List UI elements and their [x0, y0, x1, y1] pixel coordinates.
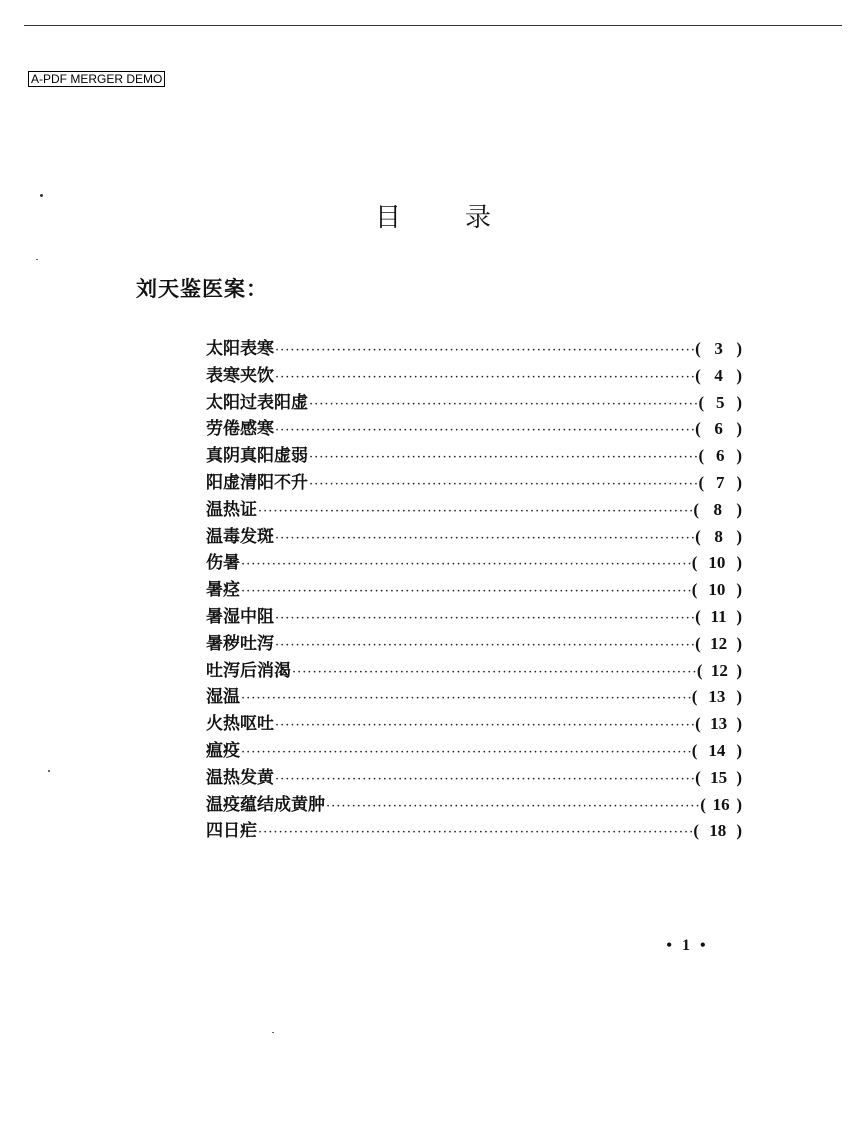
toc-page-number: 13	[708, 687, 726, 707]
toc-entry-title: 暑湿中阻	[206, 606, 274, 627]
toc-paren-close: )	[736, 553, 742, 573]
scan-speck	[36, 259, 38, 260]
toc-dot-leader	[275, 365, 694, 392]
toc-paren-close: )	[736, 687, 742, 707]
toc-entry-title: 湿温	[206, 687, 240, 708]
toc-paren-close: )	[736, 472, 742, 492]
toc-page-number: 10	[708, 580, 726, 600]
toc-row	[206, 631, 742, 658]
toc-dot-leader	[275, 338, 694, 365]
toc-row	[206, 658, 742, 685]
toc-paren-close: )	[736, 339, 742, 358]
toc-dot-leader	[292, 660, 696, 687]
toc-entry-title: 温毒发斑	[206, 526, 274, 547]
page-title-char-2: 录	[465, 203, 492, 233]
toc-row	[206, 711, 742, 738]
toc-page-ref	[695, 524, 742, 551]
toc-row	[206, 792, 742, 819]
toc-paren-close: )	[736, 740, 742, 760]
toc-paren-open: (	[693, 499, 700, 519]
toc-entry-title: 四日疟	[206, 821, 257, 842]
toc-page-ref	[697, 658, 742, 685]
toc-dot-leader	[241, 579, 691, 606]
toc-entry-title: 太阳表寒	[206, 339, 274, 359]
bullet-right: •	[700, 937, 706, 954]
toc-page-ref	[700, 792, 742, 819]
toc-page-number: 18	[709, 821, 727, 841]
toc-page-ref	[699, 443, 742, 470]
watermark-label: A-PDF MERGER DEMO	[28, 71, 165, 87]
toc-paren-open: (	[695, 767, 701, 787]
toc-paren-close: )	[736, 526, 742, 546]
toc-row	[206, 363, 742, 390]
toc-page-number: 4	[714, 365, 723, 385]
top-rule	[24, 25, 842, 26]
toc-paren-close: )	[736, 821, 742, 841]
toc-dot-leader	[326, 794, 699, 821]
toc-row	[206, 336, 742, 363]
toc-entry-title: 阳虚清阳不升	[206, 472, 308, 493]
toc-dot-leader	[309, 445, 698, 472]
toc-paren-open: (	[691, 553, 698, 573]
toc-paren-open: (	[698, 392, 705, 412]
toc-dot-leader	[275, 606, 694, 633]
toc-page-ref	[695, 604, 742, 631]
toc-dot-leader	[309, 472, 698, 499]
toc-paren-close: )	[736, 419, 742, 439]
page-title	[0, 198, 866, 238]
toc-entry-title: 火热呕吐	[206, 714, 274, 735]
toc-paren-open: (	[695, 419, 701, 439]
toc-row	[206, 765, 742, 792]
toc-page-number: 3	[714, 339, 723, 358]
toc-dot-leader	[275, 633, 694, 660]
toc-paren-open: (	[698, 446, 705, 466]
toc-entry-title: 真阴真阳虚弱	[206, 446, 308, 467]
page-title-char-1: 目	[374, 203, 401, 233]
toc-paren-close: )	[736, 606, 742, 626]
toc-entry-title: 温热证	[206, 499, 257, 520]
toc-page-number: 6	[716, 446, 725, 466]
toc-paren-close: )	[736, 633, 742, 653]
toc-page-number: 12	[710, 660, 728, 680]
toc-page-number: 8	[713, 499, 722, 519]
toc-page-number: 6	[714, 419, 723, 439]
toc-page-ref	[692, 684, 742, 711]
toc-page-number: 8	[714, 526, 723, 546]
toc-row	[206, 684, 742, 711]
toc-row	[206, 577, 742, 604]
toc-entry-title: 伤暑	[206, 553, 240, 574]
table-of-contents	[206, 336, 742, 845]
toc-dot-leader	[241, 552, 691, 579]
toc-paren-close: )	[736, 580, 742, 600]
toc-page-ref	[693, 818, 742, 845]
toc-entry-title: 温热发黄	[206, 767, 274, 788]
toc-row	[206, 524, 742, 551]
scan-speck	[272, 1032, 274, 1033]
toc-paren-close: )	[736, 660, 742, 680]
toc-page-ref	[695, 765, 742, 792]
toc-paren-close: )	[736, 392, 742, 412]
toc-row	[206, 390, 742, 417]
toc-page-ref	[699, 470, 742, 497]
toc-paren-open: (	[693, 821, 700, 841]
toc-paren-open: (	[696, 660, 703, 680]
toc-page-number: 11	[710, 606, 727, 626]
toc-page-number: 10	[708, 553, 726, 573]
toc-dot-leader	[309, 392, 698, 419]
toc-paren-open: (	[695, 339, 701, 358]
toc-row	[206, 416, 742, 443]
toc-paren-open: (	[700, 794, 706, 814]
toc-paren-open: (	[691, 740, 698, 760]
toc-dot-leader	[258, 820, 692, 847]
toc-dot-leader	[258, 499, 692, 526]
toc-paren-open: (	[698, 472, 705, 492]
toc-row	[206, 470, 742, 497]
toc-page-ref	[699, 390, 742, 417]
toc-paren-close: )	[736, 446, 742, 466]
toc-page-number: 13	[710, 714, 728, 734]
page-number	[646, 934, 726, 958]
toc-dot-leader	[275, 418, 694, 445]
toc-dot-leader	[275, 767, 694, 794]
toc-entry-title: 暑痉	[206, 580, 240, 601]
toc-page-ref	[695, 336, 742, 363]
toc-page-ref	[692, 577, 742, 604]
toc-page-ref	[695, 631, 742, 658]
toc-page-ref	[695, 711, 742, 738]
toc-page-ref	[695, 363, 742, 390]
toc-page-number: 5	[716, 392, 725, 412]
toc-paren-open: (	[695, 714, 701, 734]
toc-entry-title: 表寒夹饮	[206, 365, 274, 386]
toc-page-number: 15	[710, 767, 728, 787]
section-heading: 刘天鉴医案：	[136, 277, 268, 301]
toc-paren-open: (	[695, 526, 701, 546]
toc-page-ref	[693, 497, 742, 524]
toc-page-number: 16	[712, 794, 730, 814]
toc-paren-close: )	[736, 767, 742, 787]
toc-paren-open: (	[691, 580, 698, 600]
toc-paren-open: (	[695, 606, 701, 626]
toc-row	[206, 550, 742, 577]
scan-speck	[48, 770, 50, 772]
toc-row	[206, 818, 742, 845]
toc-paren-close: )	[736, 714, 742, 734]
toc-entry-title: 吐泻后消渴	[206, 660, 291, 681]
page-number-value: 1	[682, 937, 690, 954]
toc-page-ref	[692, 550, 742, 577]
toc-entry-title: 瘟疫	[206, 740, 240, 761]
toc-page-number: 14	[708, 740, 726, 760]
toc-page-number: 7	[716, 472, 725, 492]
toc-entry-title: 温疫蕴结成黄肿	[206, 794, 325, 815]
bullet-left: •	[666, 937, 672, 954]
toc-entry-title: 劳倦感寒	[206, 419, 274, 440]
toc-entry-title: 暑秽吐泻	[206, 633, 274, 654]
toc-paren-open: (	[695, 633, 701, 653]
toc-page-number: 12	[710, 633, 728, 653]
toc-row	[206, 497, 742, 524]
toc-paren-close: )	[736, 794, 742, 814]
toc-paren-close: )	[736, 499, 742, 519]
toc-dot-leader	[241, 740, 691, 767]
toc-paren-open: (	[691, 687, 698, 707]
toc-row	[206, 443, 742, 470]
toc-page-ref	[695, 416, 742, 443]
toc-paren-close: )	[736, 365, 742, 385]
toc-paren-open: (	[695, 365, 701, 385]
toc-row	[206, 738, 742, 765]
toc-row	[206, 604, 742, 631]
toc-dot-leader	[275, 713, 694, 740]
toc-dot-leader	[275, 526, 694, 553]
toc-dot-leader	[241, 686, 691, 713]
toc-entry-title: 太阳过表阳虚	[206, 392, 308, 413]
scan-speck	[40, 194, 43, 197]
toc-page-ref	[692, 738, 742, 765]
